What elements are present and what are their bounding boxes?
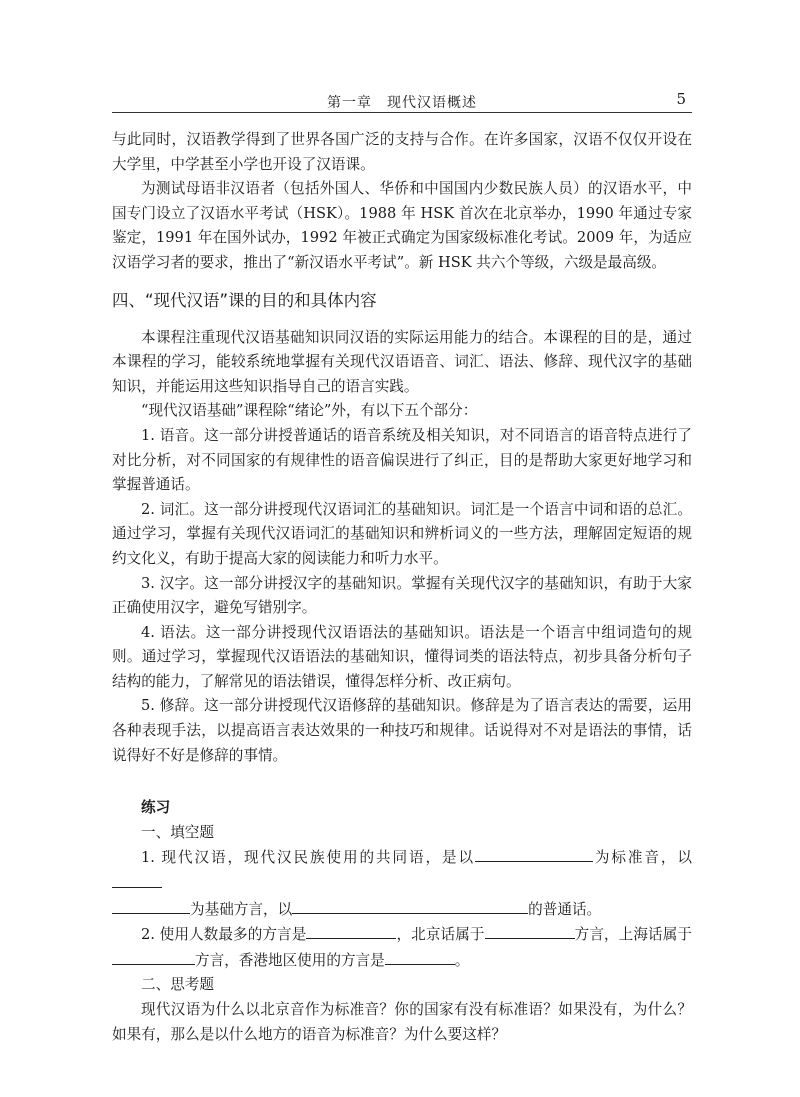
page-body bbox=[112, 128, 692, 1047]
list-item-rhetoric: 5. 修辞。这一部分讲授现代汉语修辞的基础知识。修辞是为了语言表达的需要，运用各种表现手法，以提高语言表达效果的一种技巧和规律。话说得对不对是语法的事情，话说得好不好是修辞的事情。 bbox=[112, 697, 692, 764]
q1-text-c: 为基础方言，以 bbox=[190, 900, 293, 918]
list-item-grammar: 4. 语法。这一部分讲授现代汉语语法的基础知识。语法是一个语言中组词造句的规则。通过学习，掌握现代汉语语法的基础知识，懂得词类的语法特点，初步具备分析句子结构的能力，了解常见的语法错误，懂得怎样分析、改正病句。 bbox=[112, 623, 692, 690]
exercise-question-2 bbox=[112, 922, 692, 973]
paragraph-hsk: 为测试母语非汉语者（包括外国人、华侨和中国国内少数民族人员）的汉语水平，中国专门设立了汉语水平考试（HSK）。1988 年 HSK 首次在北京举办，1990 年通过专家鉴定，1991 年在国外试办，1992 年被正式确定为国家级标准化考试。2009 年，为适应汉语学习者的要求，推出了“新汉语水平考试”。新 HSK 共六个等级，六级是最高级。 bbox=[112, 180, 692, 271]
page-number: 5 bbox=[676, 90, 686, 108]
blank-field[interactable] bbox=[385, 948, 455, 965]
list-item-phonetics: 1. 语音。这一部分讲授普通话的语音系统及相关知识，对不同语言的语音特点进行了对比分析，对不同国家的有规律性的语音偏误进行了纠正，目的是帮助大家更好地学习和掌握普通话。 bbox=[112, 426, 692, 494]
discussion-question: 现代汉语为什么以北京音作为标准音？你的国家有没有标准语？如果没有，为什么？如果有，那么是以什么地方的语音为标准音？为什么要这样？ bbox=[112, 1001, 692, 1043]
list-item-vocabulary: 2. 词汇。这一部分讲授现代汉语词汇的基础知识。词汇是一个语言中词和语的总汇。通过学习，掌握有关现代汉语词汇的基础知识和辨析词义的一些方法，理解固定短语的规约文化义，有助于提高大家的阅读能力和听力水平。 bbox=[112, 500, 692, 567]
paragraph-course-parts: “现代汉语基础”课程除“绪论”外，有以下五个部分： bbox=[141, 402, 478, 420]
textbook-page bbox=[112, 0, 692, 1097]
running-header bbox=[112, 90, 692, 113]
chapter-title: 第一章 现代汉语概述 bbox=[327, 95, 477, 111]
q1-text-b: 为标准音，以 bbox=[592, 849, 692, 867]
exercise-part-fill-blank: 一、填空题 bbox=[141, 823, 214, 841]
paragraph-course-goal: 本课程注重现代汉语基础知识同汉语的实际运用能力的结合。本课程的目的是，通过本课程的学习，能较系统地掌握有关现代汉语语音、词汇、语法、修辞、现代汉字的基础知识，并能运用这些知识指导自己的语言实践。 bbox=[112, 328, 692, 395]
blank-field[interactable] bbox=[306, 922, 396, 939]
q2-text-e: 。 bbox=[454, 951, 470, 969]
exercise-title: 练习 bbox=[141, 799, 171, 817]
q1-text-a: 1. 现代汉语，现代汉民族使用的共同语，是以 bbox=[141, 849, 475, 867]
blank-field[interactable] bbox=[112, 948, 195, 965]
blank-field[interactable] bbox=[475, 845, 593, 862]
list-item-characters: 3. 汉字。这一部分讲授汉字的基础知识。掌握有关现代汉字的基础知识，有助于大家正确使用汉字，避免写错别字。 bbox=[112, 574, 692, 617]
blank-field[interactable] bbox=[112, 897, 190, 914]
q2-text-d: 方言，香港地区使用的方言是 bbox=[195, 951, 385, 969]
q1-text-d: 的普通话。 bbox=[528, 900, 602, 918]
q2-text-b: ，北京话属于 bbox=[396, 926, 485, 944]
q2-text-c: 方言，上海话属于 bbox=[574, 926, 692, 944]
section-heading: 四、“现代汉语”课的目的和具体内容 bbox=[112, 290, 377, 310]
exercise-question-1 bbox=[112, 845, 692, 922]
blank-field[interactable] bbox=[485, 922, 575, 939]
exercise-part-discussion: 二、思考题 bbox=[141, 976, 214, 994]
q2-text-a: 2. 使用人数最多的方言是 bbox=[141, 926, 307, 944]
blank-field[interactable] bbox=[292, 897, 528, 914]
paragraph-continuation: 与此同时，汉语教学得到了世界各国广泛的支持与合作。在许多国家，汉语不仅仅开设在大学里，中学甚至小学也开设了汉语课。 bbox=[112, 131, 692, 173]
blank-field[interactable] bbox=[112, 871, 162, 888]
